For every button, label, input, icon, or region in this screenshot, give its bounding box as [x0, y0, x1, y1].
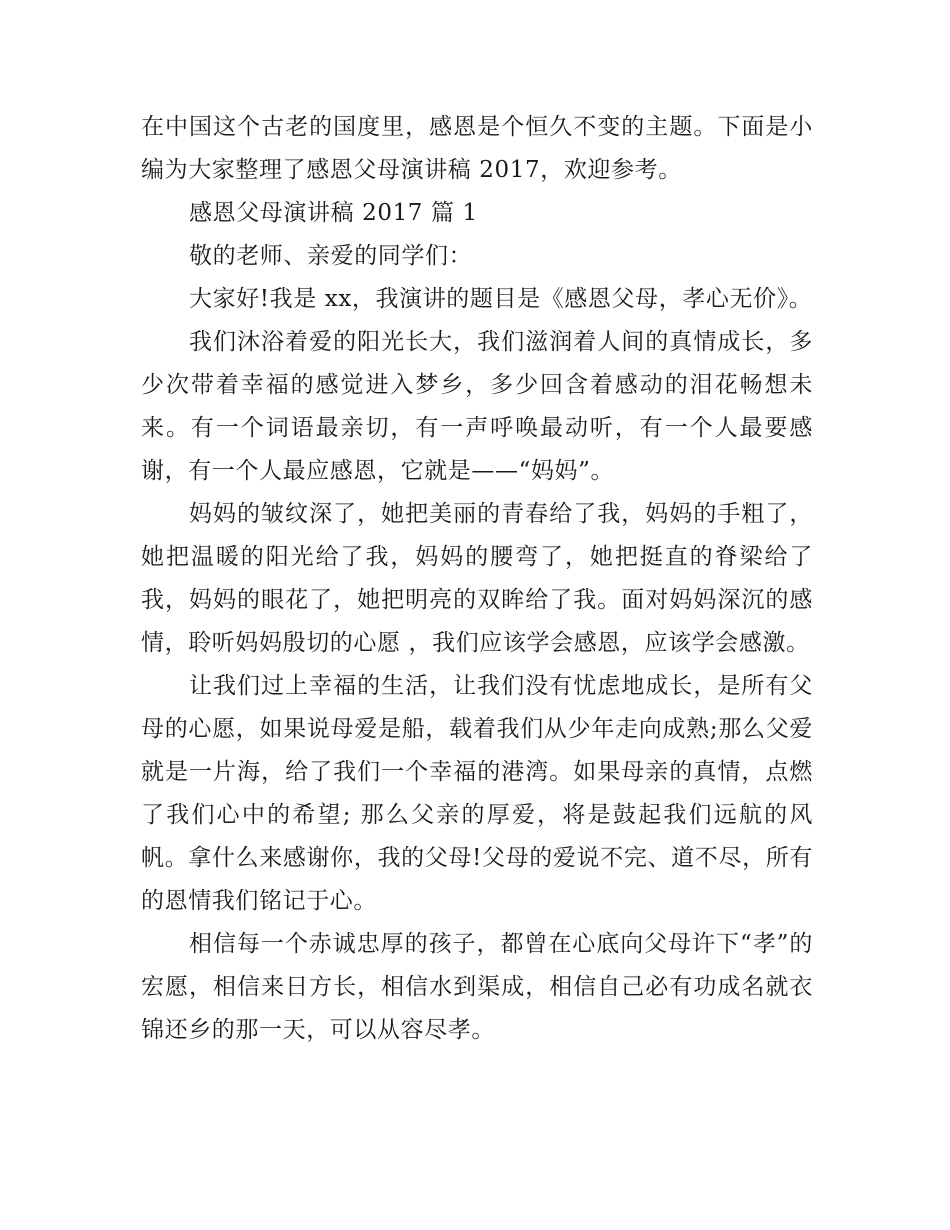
document-body [141, 106, 813, 1052]
body-paragraph-1: 我们沐浴着爱的阳光长大，我们滋润着人间的真情成长，多少次带着幸福的感觉进入梦乡，多少回含着感动的泪花畅想未来。有一个词语最亲切，有一声呼唤最动听，有一个人最要感谢，有一个人最应感恩，它就是——“妈妈”。 [141, 329, 813, 484]
speech-heading: 感恩父母演讲稿 2017 篇 1 [189, 200, 478, 226]
greeting-paragraph: 大家好!我是 xx，我演讲的题目是《感恩父母，孝心无价》。 [189, 286, 813, 312]
intro-paragraph: 在中国这个古老的国度里，感恩是个恒久不变的主题。下面是小编为大家整理了感恩父母演讲稿 2017，欢迎参考。 [141, 114, 813, 183]
body-paragraph-4: 相信每一个赤诚忠厚的孩子，都曾在心底向父母许下“孝”的宏愿，相信来日方长，相信水到渠成，相信自己必有功成名就衣锦还乡的那一天，可以从容尽孝。 [141, 931, 813, 1043]
body-paragraph-2: 妈妈的皱纹深了，她把美丽的青春给了我，妈妈的手粗了，她把温暖的阳光给了我，妈妈的腰弯了，她把挺直的脊梁给了我，妈妈的眼花了，她把明亮的双眸给了我。面对妈妈深沉的感情，聆听妈妈殷切的心愿 ，我们应该学会感恩，应该学会感激。 [141, 501, 813, 656]
salutation-line: 敬的老师、亲爱的同学们： [189, 243, 473, 269]
body-paragraph-3: 让我们过上幸福的生活，让我们没有忧虑地成长，是所有父母的心愿，如果说母爱是船，载着我们从少年走向成熟;那么父爱就是一片海，给了我们一个幸福的港湾。如果母亲的真情，点燃了我们心中的希望; 那么父亲的厚爱，将是鼓起我们远航的风帆。拿什么来感谢你，我的父母!父母的爱说不完、道不尽，所有的恩情我们铭记于心。 [141, 673, 813, 914]
